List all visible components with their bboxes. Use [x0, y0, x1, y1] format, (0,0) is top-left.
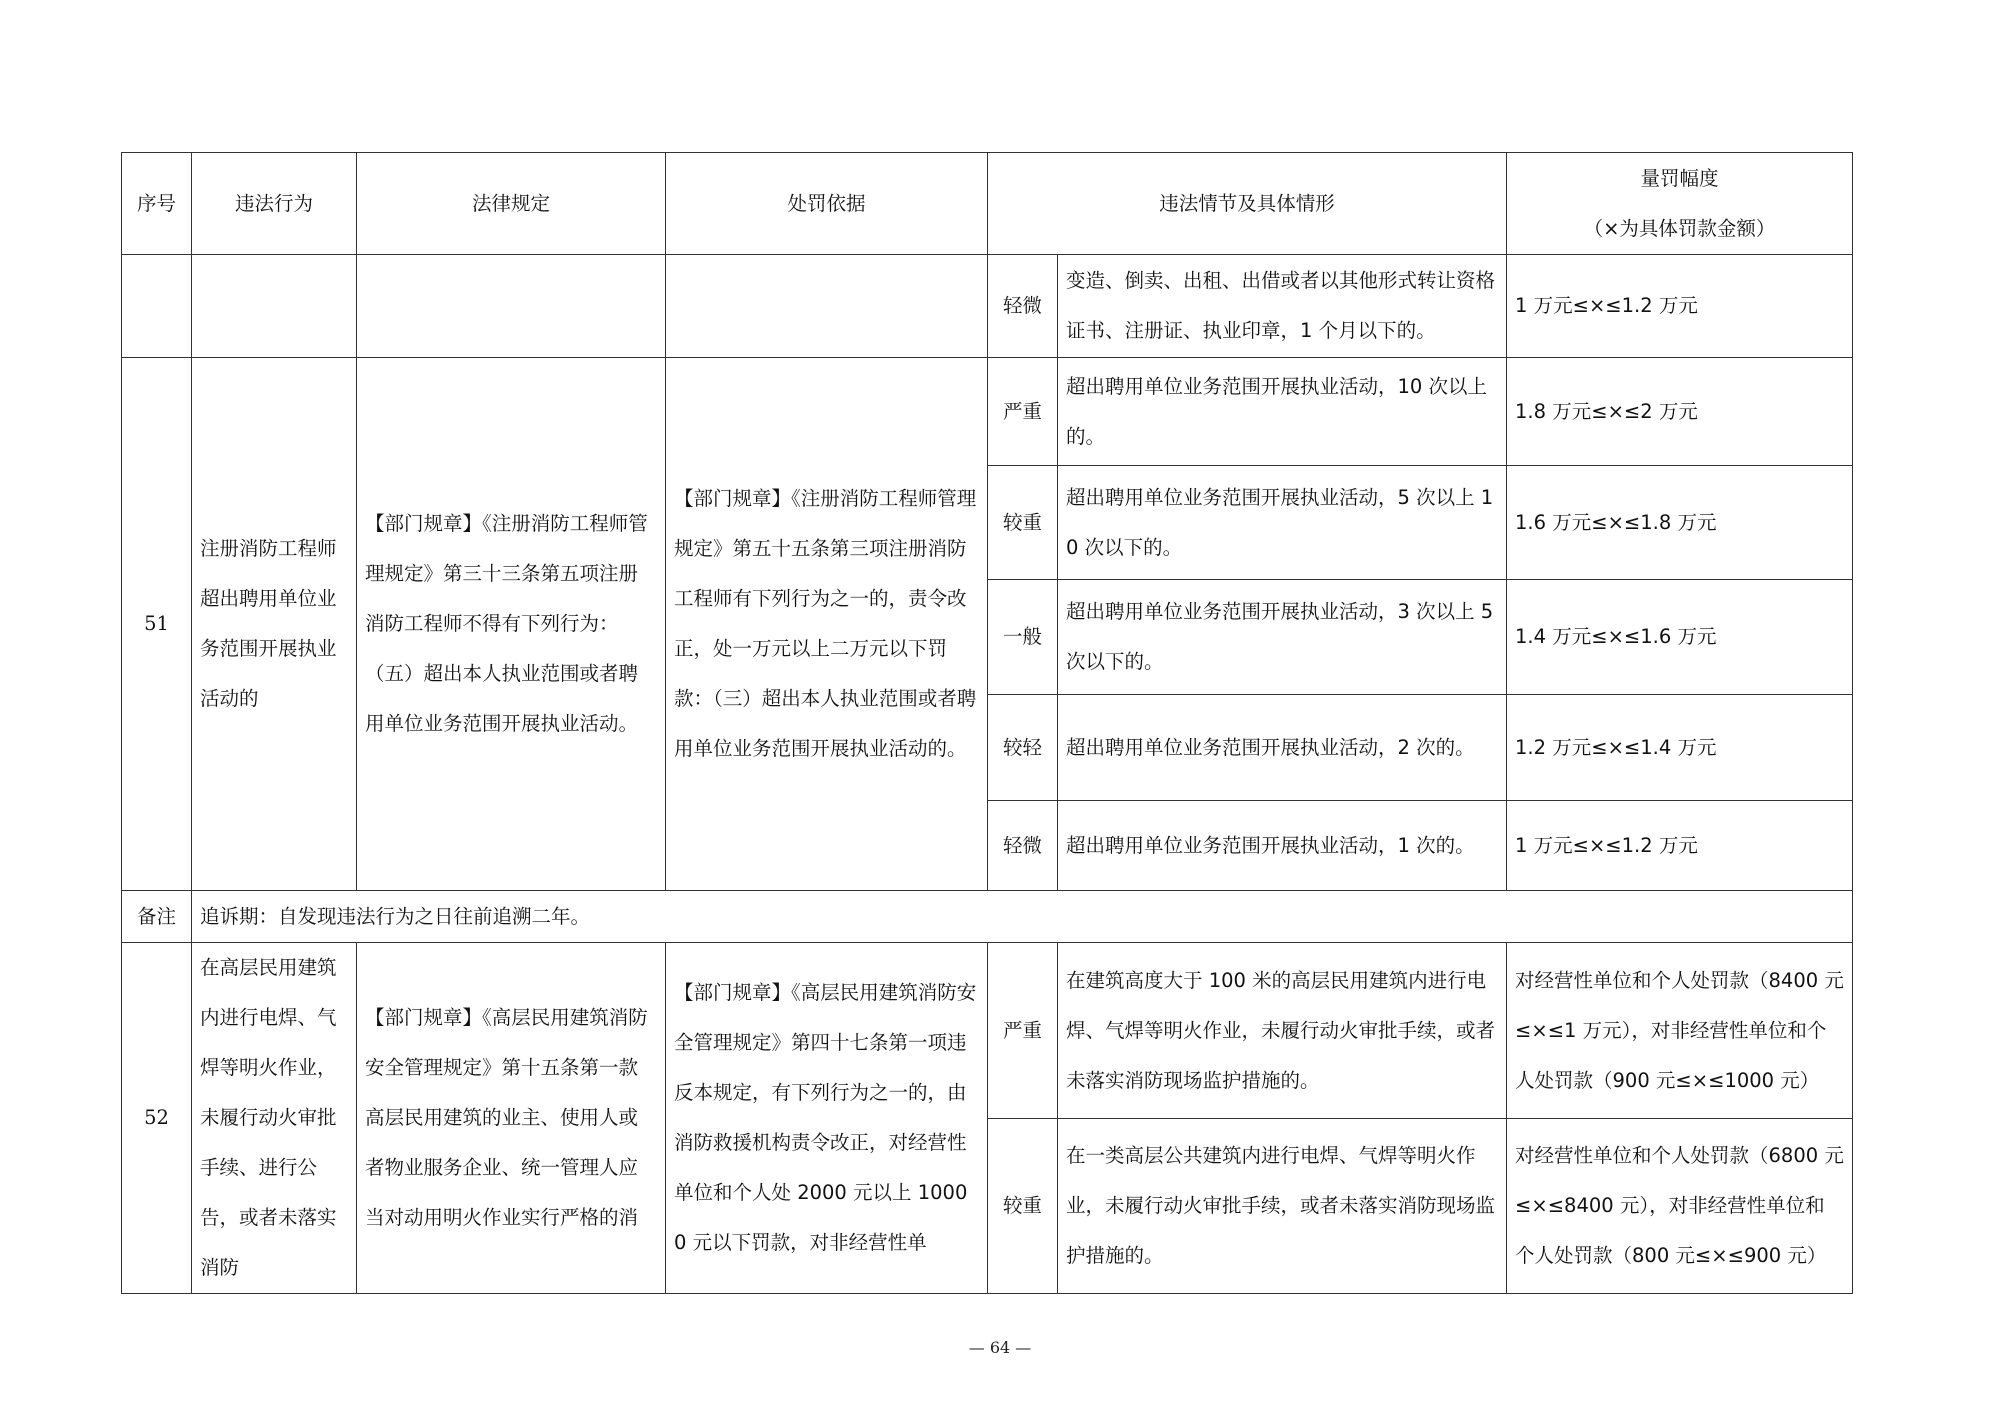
- range-cell: 1.2 万元≤×≤1.4 万元: [1507, 695, 1853, 801]
- table-row: [122, 255, 1853, 358]
- detail-cell: 超出聘用单位业务范围开展执业活动，10 次以上的。: [1058, 358, 1507, 466]
- basis-cell: 【部门规章】《注册消防工程师管理规定》第五十五条第三项注册消防工程师有下列行为之一的，责令改正，处一万元以上二万元以下罚款：（三）超出本人执业范围或者聘用单位业务范围开展执业活动的。: [666, 358, 988, 891]
- detail-cell: 变造、倒卖、出租、出借或者以其他形式转让资格证书、注册证、执业印章，1 个月以下的。: [1058, 255, 1507, 358]
- header-range-note: （×为具体罚款金额）: [1583, 216, 1776, 240]
- level-cell: 严重: [988, 943, 1058, 1119]
- range-cell: 1 万元≤×≤1.2 万元: [1507, 255, 1853, 358]
- level-cell: 较重: [988, 1119, 1058, 1294]
- range-cell: 1.4 万元≤×≤1.6 万元: [1507, 580, 1853, 695]
- note-text: 追诉期：自发现违法行为之日往前追溯二年。: [192, 891, 1853, 943]
- note-label: 备注: [122, 891, 192, 943]
- header-range: [1507, 153, 1853, 255]
- basis-cell-empty: [666, 255, 988, 358]
- range-cell: 1.6 万元≤×≤1.8 万元: [1507, 466, 1853, 580]
- detail-cell: 超出聘用单位业务范围开展执业活动，1 次的。: [1058, 801, 1507, 891]
- range-cell: 对经营性单位和个人处罚款（6800 元≤×≤8400 元），对非经营性单位和个人处罚款（800 元≤×≤900 元）: [1507, 1119, 1853, 1294]
- level-cell: 轻微: [988, 255, 1058, 358]
- act-cell-empty: [192, 255, 357, 358]
- range-cell: 1 万元≤×≤1.2 万元: [1507, 801, 1853, 891]
- table-row: [122, 943, 1853, 1119]
- detail-cell: 在建筑高度大于 100 米的高层民用建筑内进行电焊、气焊等明火作业，未履行动火审批手续，或者未落实消防现场监护措施的。: [1058, 943, 1507, 1119]
- law-cell: 【部门规章】《注册消防工程师管理规定》第三十三条第五项注册消防工程师不得有下列行为：（五）超出本人执业范围或者聘用单位业务范围开展执业活动。: [357, 358, 666, 891]
- header-basis: 处罚依据: [666, 153, 988, 255]
- level-cell: 轻微: [988, 801, 1058, 891]
- detail-cell: 超出聘用单位业务范围开展执业活动，5 次以上 10 次以下的。: [1058, 466, 1507, 580]
- header-law: 法律规定: [357, 153, 666, 255]
- table-header-row: [122, 153, 1853, 255]
- law-cell: 【部门规章】《高层民用建筑消防安全管理规定》第十五条第一款 高层民用建筑的业主、使用人或者物业服务企业、统一管理人应当对动用明火作业实行严格的消: [357, 943, 666, 1294]
- act-cell: 在高层民用建筑内进行电焊、气焊等明火作业，未履行动火审批手续、进行公告，或者未落实消防: [192, 943, 357, 1294]
- basis-cell: 【部门规章】《高层民用建筑消防安全管理规定》第四十七条第一项违反本规定，有下列行为之一的，由消防救援机构责令改正，对经营性单位和个人处 2000 元以上 10000 元以下罚款，对非经营性单: [666, 943, 988, 1294]
- detail-cell: 在一类高层公共建筑内进行电焊、气焊等明火作业，未履行动火审批手续，或者未落实消防现场监护措施的。: [1058, 1119, 1507, 1294]
- note-row: [122, 891, 1853, 943]
- level-cell: 一般: [988, 580, 1058, 695]
- seq-cell: 52: [122, 943, 192, 1294]
- act-cell: 注册消防工程师超出聘用单位业务范围开展执业活动的: [192, 358, 357, 891]
- level-cell: 严重: [988, 358, 1058, 466]
- table-row: [122, 358, 1853, 466]
- detail-cell: 超出聘用单位业务范围开展执业活动，3 次以上 5 次以下的。: [1058, 580, 1507, 695]
- level-cell: 较轻: [988, 695, 1058, 801]
- seq-cell-empty: [122, 255, 192, 358]
- header-range-title: 量罚幅度: [1640, 166, 1719, 190]
- header-circumstance: 违法情节及具体情形: [988, 153, 1507, 255]
- page-number: — 64 —: [968, 1338, 1032, 1357]
- law-cell-empty: [357, 255, 666, 358]
- detail-cell: 超出聘用单位业务范围开展执业活动，2 次的。: [1058, 695, 1507, 801]
- penalty-table: [121, 152, 1853, 1294]
- range-cell: 1.8 万元≤×≤2 万元: [1507, 358, 1853, 466]
- seq-cell: 51: [122, 358, 192, 891]
- range-cell: 对经营性单位和个人处罚款（8400 元≤×≤1 万元），对非经营性单位和个人处罚款（900 元≤×≤1000 元）: [1507, 943, 1853, 1119]
- header-seq: 序号: [122, 153, 192, 255]
- level-cell: 较重: [988, 466, 1058, 580]
- header-act: 违法行为: [192, 153, 357, 255]
